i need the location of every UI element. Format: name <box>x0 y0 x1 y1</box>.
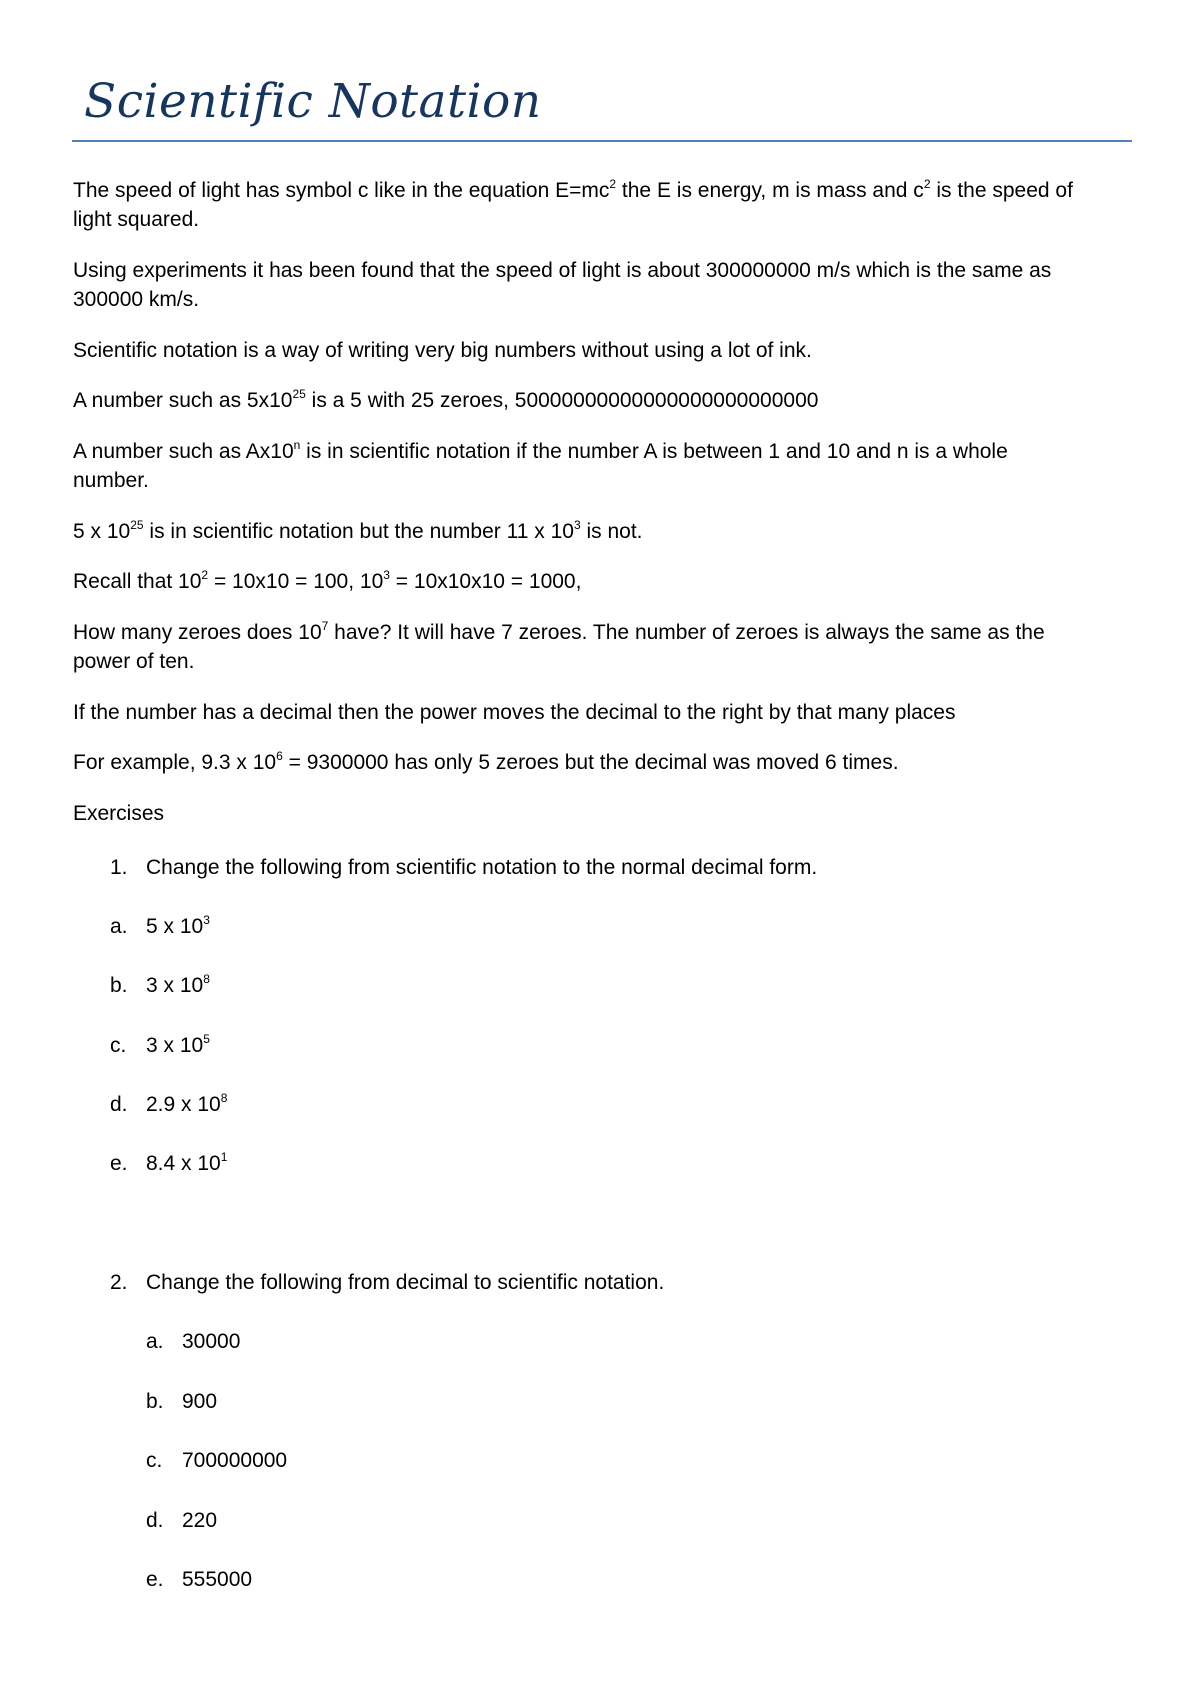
list-item-label: a. <box>110 915 128 938</box>
paragraph-speed-of-light-cont: light squared. <box>73 208 200 231</box>
list-item: 3 x $10^5$ <box>146 1032 210 1057</box>
paragraph-recall: Recall that $10^2 = 10x10 = 100$, $10^3 = 10x10x10 = 1000$, <box>73 568 582 593</box>
exercises-heading: Exercises <box>73 802 165 825</box>
paragraph-zeroes-question-cont: power of ten. <box>73 650 195 673</box>
paragraph-speed-of-light: The speed of light has symbol c like in the equation $E=mc^2$ the E is energy, m is mass and $c^2$ is the speed of <box>73 177 1073 202</box>
paragraph-rule: A number such as Ax10$^n$ is in scientific notation if the number A is between 1 and 10 and n is a whole <box>73 438 1008 463</box>
title-underline <box>72 140 1132 142</box>
list-item: 900 <box>182 1390 218 1413</box>
paragraph-decimal-example: For example, 9.3 x $10^6 = 9300000$ has only 5 zeroes but the decimal was moved 6 times. <box>73 749 899 774</box>
list-item-label: c. <box>146 1449 163 1472</box>
paragraph-rule-cont: number. <box>73 469 149 492</box>
paragraph-example-25-zeroes: A number such as $5x10^{25}$ is a 5 with 25 zeroes, 50000000000000000000000000 <box>73 387 819 412</box>
list-item-label: d. <box>110 1093 128 1116</box>
list-item: 555000 <box>182 1568 253 1591</box>
list-item-label: b. <box>146 1390 164 1413</box>
list-item-label: b. <box>110 974 128 997</box>
list-item-label: e. <box>146 1568 164 1591</box>
list-item-label: d. <box>146 1509 164 1532</box>
paragraph-zeroes-question: How many zeroes does $10^7$ have? It will have 7 zeroes. The number of zeroes is always the same as the <box>73 619 1045 644</box>
list-item: 700000000 <box>182 1449 288 1472</box>
question-text: Change the following from scientific notation to the normal decimal form. <box>146 856 818 879</box>
list-item: 3 x $10^8$ <box>146 972 210 997</box>
paragraph-experiments: Using experiments it has been found that the speed of light is about 300000000 m/s which is the same as <box>73 259 1052 282</box>
list-item-label: e. <box>110 1152 128 1175</box>
question-text: Change the following from decimal to scientific notation. <box>146 1271 665 1294</box>
question-number: 2. <box>110 1271 128 1294</box>
paragraph-decimal: If the number has a decimal then the power moves the decimal to the right by that many places <box>73 701 956 724</box>
list-item: 8.4 x $10^1$ <box>146 1150 228 1175</box>
question-number: 1. <box>110 856 128 879</box>
paragraph-experiments-cont: 300000 km/s. <box>73 288 200 311</box>
paragraph-comparison: 5 x $10^{25}$ is in scientific notation but the number 11 x $10^3$ is not. <box>73 518 643 543</box>
list-item-label: c. <box>110 1034 127 1057</box>
list-item: 2.9 x $10^8$ <box>146 1091 228 1116</box>
page-title: Scientific Notation <box>84 74 542 129</box>
list-item: 220 <box>182 1509 218 1532</box>
paragraph-definition: Scientific notation is a way of writing very big numbers without using a lot of ink. <box>73 339 812 362</box>
list-item-label: a. <box>146 1330 164 1353</box>
list-item: 5 x $10^3$ <box>146 913 210 938</box>
list-item: 30000 <box>182 1330 241 1353</box>
